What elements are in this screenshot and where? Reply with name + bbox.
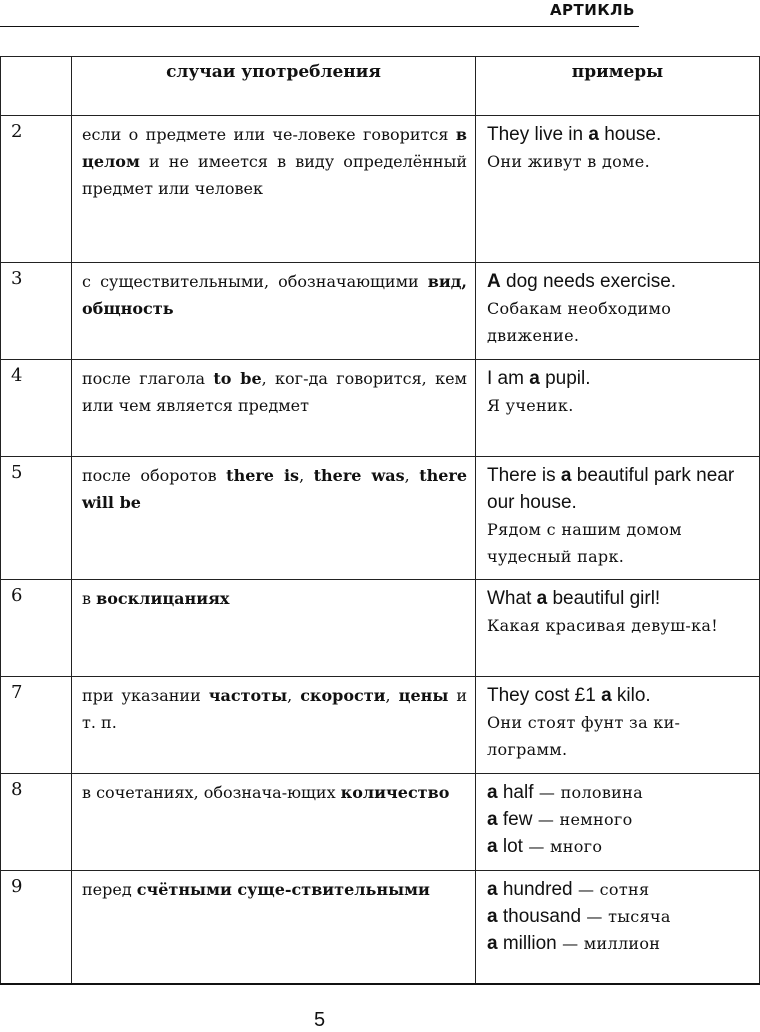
example-text: I am [487, 368, 530, 389]
examples-cell [476, 774, 760, 871]
example-text: Я ученик. [487, 396, 574, 415]
example-text: million [497, 933, 557, 954]
example-text: dog needs exercise. [500, 271, 677, 292]
example-sentence [487, 121, 753, 148]
row-number: 6 [1, 580, 72, 677]
usage-cell [72, 677, 476, 774]
article-a: a [601, 685, 612, 706]
usage-text: , ког-да говорится, кем или чем является предмет [82, 369, 467, 415]
article-a: a [487, 906, 498, 927]
table-row [1, 116, 760, 263]
row-number: 8 [1, 774, 72, 871]
example-translation [487, 709, 753, 763]
example-translation [487, 148, 753, 175]
usage-text: при указании [82, 686, 209, 705]
example-text: They cost £1 [487, 685, 602, 706]
usage-text: , [404, 466, 420, 485]
example-translation [487, 392, 753, 419]
usage-text: и т. п. [82, 686, 468, 732]
examples-cell [476, 677, 760, 774]
example-text: — тысяча [581, 907, 671, 926]
usage-keyword: there will be [82, 466, 468, 512]
example-sentence [487, 876, 753, 903]
example-translation [487, 516, 753, 570]
example-text: They live in [487, 124, 589, 145]
example-text: Они стоят фунт за ки-лограмм. [487, 713, 681, 759]
usage-cell [72, 263, 476, 360]
article-a: a [560, 465, 572, 486]
usage-text: после глагола [82, 369, 214, 388]
usage-cell [72, 871, 476, 984]
usage-text: в сочетаниях, обознача-ющих [82, 783, 341, 802]
usage-cell [72, 774, 476, 871]
example-text: few [497, 809, 533, 830]
example-sentence [487, 833, 753, 860]
header-number [1, 57, 72, 116]
example-sentence [487, 268, 753, 295]
row-number: 4 [1, 360, 72, 457]
example-text: Какая красивая девуш-ка! [487, 616, 718, 635]
usage-keyword: количество [340, 783, 450, 802]
usage-cell [72, 116, 476, 263]
usage-cell [72, 360, 476, 457]
usage-cell [72, 580, 476, 677]
usage-text: , [299, 466, 314, 485]
usage-keyword: цены [398, 686, 449, 705]
usage-keyword: счётными суще-ствительными [136, 880, 430, 899]
usage-text: перед [82, 880, 137, 899]
example-text: lot [497, 836, 523, 857]
example-text: There is [487, 465, 561, 486]
article-usage-table [0, 56, 760, 985]
article-a: a [529, 368, 540, 389]
example-text: Рядом с нашим домом чудесный парк. [487, 520, 682, 566]
usage-text: , [287, 686, 301, 705]
usage-keyword: частоты [208, 686, 288, 705]
usage-text: с существительными, обозначающими [82, 272, 428, 291]
header-examples: примеры [476, 57, 760, 116]
example-sentence [487, 806, 753, 833]
row-number: 3 [1, 263, 72, 360]
row-number: 2 [1, 116, 72, 263]
table-row [1, 263, 760, 360]
example-text: half [497, 782, 534, 803]
header-rule [0, 26, 639, 27]
table-row [1, 457, 760, 580]
usage-keyword: скорости [300, 686, 386, 705]
usage-text: если о предмете или че-ловеке говорится [82, 125, 456, 144]
row-number: 5 [1, 457, 72, 580]
example-text: house. [598, 124, 662, 145]
usage-text: в [82, 589, 97, 608]
article-a: A [487, 271, 501, 292]
example-text: — немного [532, 810, 633, 829]
usage-keyword: вид, общность [82, 272, 467, 318]
examples-cell [476, 580, 760, 677]
example-text: kilo. [611, 685, 651, 706]
usage-keyword: there is [226, 466, 300, 485]
table-row [1, 360, 760, 457]
examples-cell [476, 116, 760, 263]
article-a: a [487, 836, 498, 857]
example-sentence [487, 585, 753, 612]
usage-text: после оборотов [82, 466, 227, 485]
article-a: a [536, 588, 548, 609]
usage-cell [72, 457, 476, 580]
example-sentence [487, 462, 753, 516]
examples-cell [476, 360, 760, 457]
header-usage: случаи употребления [72, 57, 476, 116]
article-a: a [487, 782, 498, 803]
row-number: 7 [1, 677, 72, 774]
example-text: — сотня [572, 880, 650, 899]
usage-keyword: there was [313, 466, 405, 485]
usage-keyword: восклицаниях [96, 589, 230, 608]
section-title: АРТИКЛЬ [549, 1, 635, 19]
page-number: 5 [313, 1009, 326, 1031]
examples-cell [476, 457, 760, 580]
table-row [1, 871, 760, 984]
table-row [1, 774, 760, 871]
table-row [1, 580, 760, 677]
example-sentence [487, 365, 753, 392]
example-text: thousand [497, 906, 582, 927]
example-sentence [487, 682, 753, 709]
usage-keyword: to be [213, 369, 262, 388]
example-text: pupil. [539, 368, 591, 389]
example-sentence [487, 779, 753, 806]
article-a: a [588, 124, 599, 145]
table-row [1, 677, 760, 774]
row-number: 9 [1, 871, 72, 984]
example-text: — половина [533, 783, 643, 802]
example-translation [487, 612, 753, 639]
example-translation [487, 295, 753, 349]
example-sentence [487, 930, 753, 957]
example-text: beautiful park near our house. [487, 465, 735, 513]
article-a: a [487, 879, 498, 900]
example-text: — миллион [556, 934, 661, 953]
usage-text: , [385, 686, 399, 705]
example-text: Собакам необходимо движение. [487, 299, 672, 345]
example-text: — много [522, 837, 603, 856]
running-header [0, 0, 639, 26]
example-sentence [487, 903, 753, 930]
article-a: a [487, 933, 498, 954]
example-text: Они живут в доме. [487, 152, 650, 171]
example-text: beautiful girl! [547, 588, 661, 609]
example-text: What [487, 588, 537, 609]
examples-cell [476, 263, 760, 360]
usage-keyword: в целом [82, 125, 467, 171]
example-text: hundred [497, 879, 573, 900]
examples-cell [476, 871, 760, 984]
article-a: a [487, 809, 498, 830]
table-header-row [1, 57, 760, 116]
usage-text: и не имеется в виду определённый предмет или человек [82, 152, 467, 198]
